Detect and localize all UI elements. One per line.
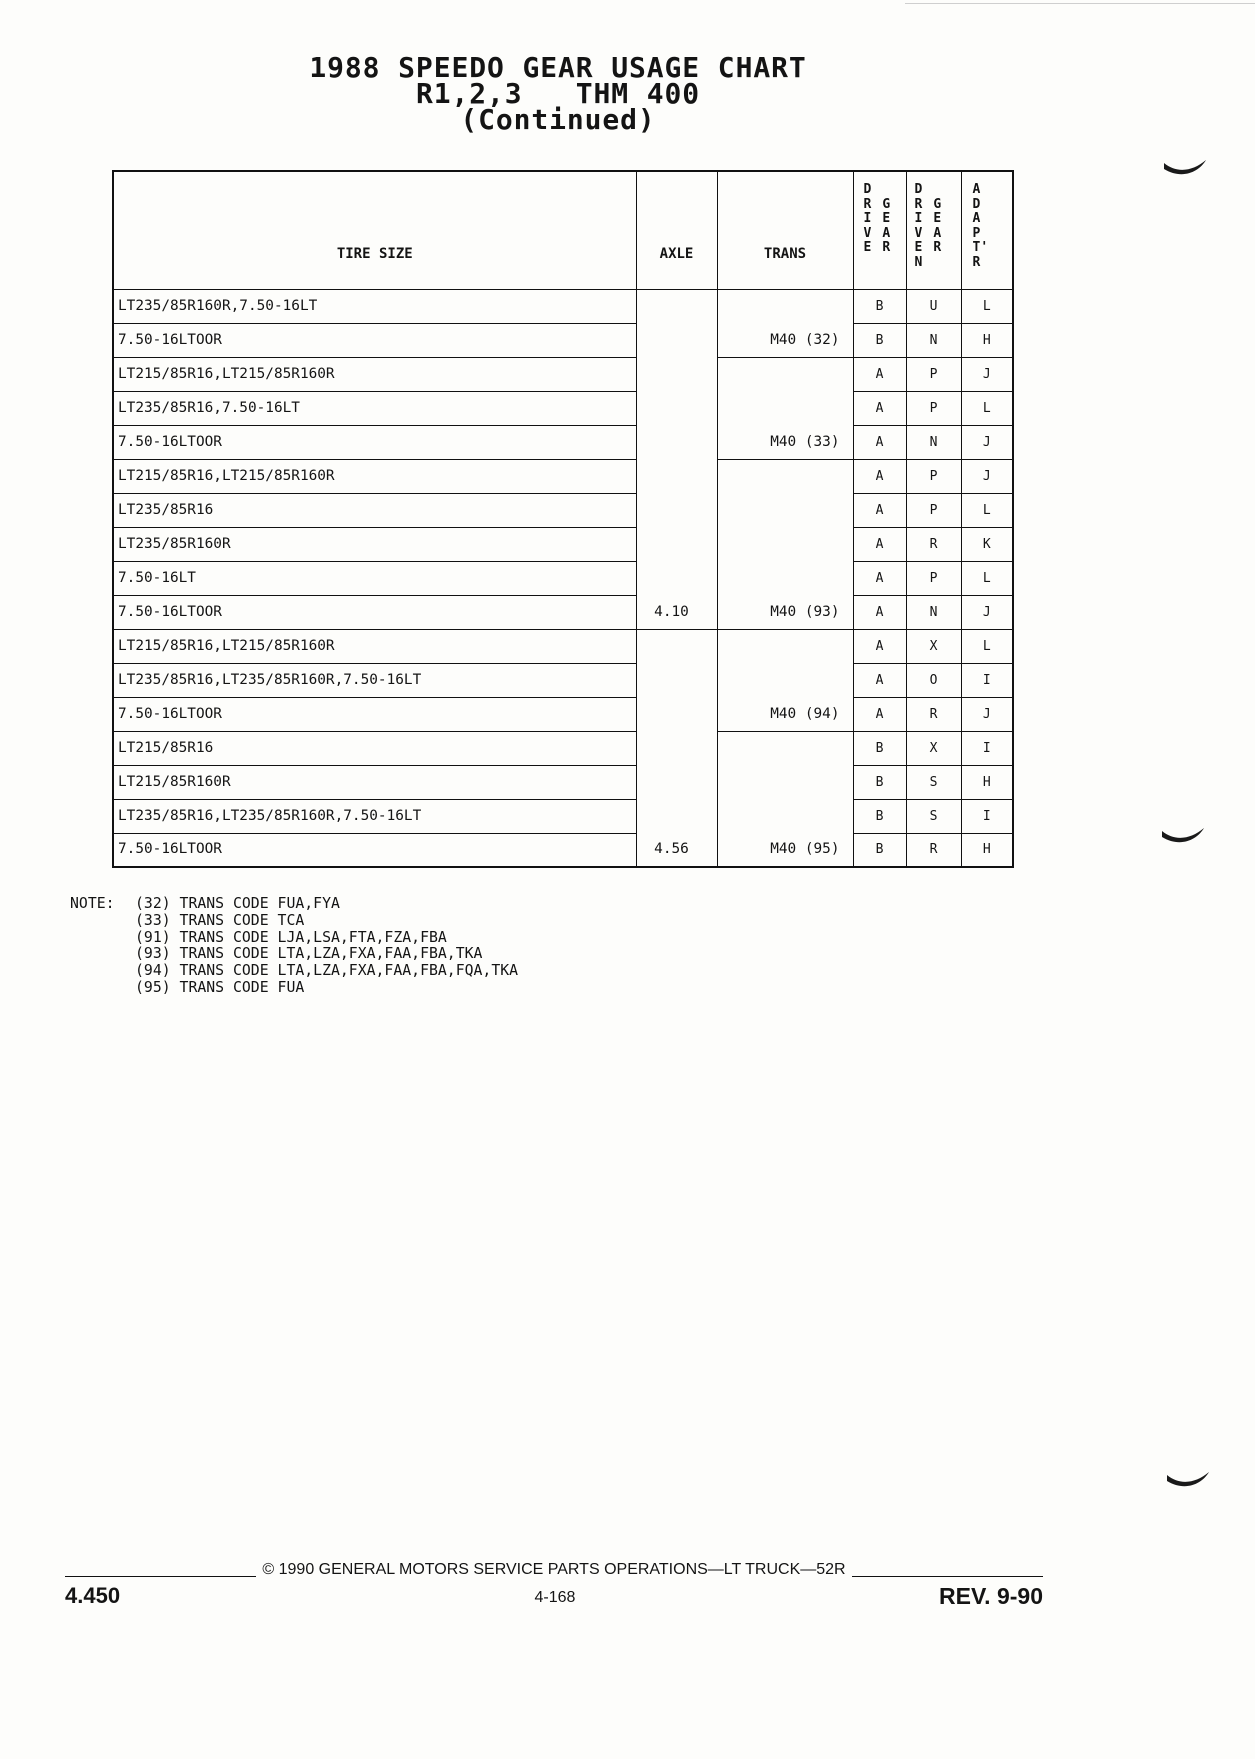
adapter-cell: I — [961, 731, 1013, 765]
table-row — [113, 629, 1013, 663]
speedo-gear-table — [112, 170, 1014, 868]
notes-label: NOTE: — [70, 895, 115, 912]
tire-size-cell: LT235/85R160R — [113, 527, 636, 561]
page-number: 4-168 — [534, 1589, 576, 1606]
adapter-cell: J — [961, 595, 1013, 629]
drive-gear-cell: A — [853, 391, 906, 425]
section-number: 4.450 — [65, 1583, 121, 1608]
driven-gear-cell: N — [906, 425, 961, 459]
axle-cell: 4.10 — [636, 289, 717, 629]
trans-cell: M40 (94) — [717, 629, 853, 731]
header-letter: D — [863, 182, 872, 197]
header-letter: T' — [972, 240, 989, 255]
axle-header: AXLE — [636, 171, 717, 289]
trans-cell: M40 (95) — [717, 731, 853, 867]
header-letter: E — [933, 211, 942, 226]
drive-gear-cell: A — [853, 663, 906, 697]
note-item: (33) TRANS CODE TCA — [135, 911, 305, 929]
tire-size-cell: LT215/85R16 — [113, 731, 636, 765]
header-letter: A — [972, 211, 981, 226]
table-row — [113, 833, 1013, 867]
driven-gear-header-word2 — [933, 198, 941, 271]
title-line-1: 1988 SPEEDO GEAR USAGE CHART — [309, 51, 807, 84]
note-item: (32) TRANS CODE FUA,FYA — [135, 895, 340, 912]
driven-gear-cell: R — [906, 697, 961, 731]
header-letter: E — [914, 240, 923, 255]
adapter-header — [961, 171, 1013, 289]
trans-cell: M40 (33) — [717, 357, 853, 459]
adapter-cell: H — [961, 833, 1013, 867]
driven-gear-cell: N — [906, 323, 961, 357]
note-item: (95) TRANS CODE FUA — [135, 978, 305, 996]
drive-gear-header-word1 — [864, 183, 872, 256]
tire-size-cell: LT215/85R16,LT215/85R160R — [113, 629, 636, 663]
adapter-cell: L — [961, 561, 1013, 595]
driven-gear-cell: U — [906, 289, 961, 323]
drive-gear-cell: A — [853, 595, 906, 629]
table-header-row — [113, 171, 1013, 289]
tire-size-cell: 7.50-16LTOOR — [113, 833, 636, 867]
adapter-cell: J — [961, 357, 1013, 391]
adapter-cell: K — [961, 527, 1013, 561]
drive-gear-cell: A — [853, 493, 906, 527]
drive-gear-cell: B — [853, 731, 906, 765]
header-letter: E — [882, 211, 891, 226]
binder-hole-mark-icon — [1165, 1470, 1211, 1492]
adapter-cell: J — [961, 697, 1013, 731]
adapter-cell: J — [961, 459, 1013, 493]
drive-gear-cell: A — [853, 459, 906, 493]
table-row — [113, 765, 1013, 799]
header-letter: A — [882, 225, 891, 241]
scan-edge-line — [905, 3, 1255, 4]
tire-size-header: TIRE SIZE — [113, 171, 636, 289]
footer-rule-right — [852, 1576, 1043, 1578]
adapter-cell: L — [961, 629, 1013, 663]
table-row — [113, 663, 1013, 697]
tire-size-cell: LT235/85R16,LT235/85R160R,7.50-16LT — [113, 799, 636, 833]
note-item: (94) TRANS CODE LTA,LZA,FXA,FAA,FBA,FQA,TKA — [135, 962, 519, 980]
header-letter: R — [972, 254, 981, 270]
tire-size-cell: LT215/85R16,LT215/85R160R — [113, 357, 636, 391]
drive-gear-cell: B — [853, 799, 906, 833]
driven-gear-cell: S — [906, 765, 961, 799]
table-row — [113, 561, 1013, 595]
header-letter: I — [914, 211, 923, 226]
drive-gear-header-word2 — [882, 198, 890, 256]
revision-label: REV. 9-90 — [939, 1583, 1043, 1609]
drive-gear-cell: A — [853, 629, 906, 663]
drive-gear-cell: A — [853, 697, 906, 731]
adapter-cell: H — [961, 765, 1013, 799]
driven-gear-cell: P — [906, 459, 961, 493]
table-row — [113, 289, 1013, 323]
header-letter: A — [933, 225, 942, 241]
driven-gear-cell: P — [906, 493, 961, 527]
drive-gear-cell: B — [853, 833, 906, 867]
note-item: (91) TRANS CODE LJA,LSA,FTA,FZA,FBA — [135, 928, 447, 946]
tire-size-cell: LT235/85R16,LT235/85R160R,7.50-16LT — [113, 663, 636, 697]
table-row — [113, 391, 1013, 425]
drive-gear-cell: B — [853, 289, 906, 323]
notes-list — [135, 896, 518, 997]
header-letter: R — [882, 240, 891, 255]
trans-cell: M40 (32) — [717, 289, 853, 357]
table-row — [113, 493, 1013, 527]
note-item: (93) TRANS CODE LTA,LZA,FXA,FAA,FBA,TKA — [135, 945, 483, 963]
header-letter: V — [863, 225, 872, 241]
trans-header: TRANS — [717, 171, 853, 289]
tire-size-cell: 7.50-16LTOOR — [113, 323, 636, 357]
adapter-cell: L — [961, 289, 1013, 323]
tire-size-cell: LT215/85R160R — [113, 765, 636, 799]
driven-gear-cell: R — [906, 833, 961, 867]
tire-size-cell: 7.50-16LT — [113, 561, 636, 595]
adapter-cell: I — [961, 799, 1013, 833]
table-row — [113, 459, 1013, 493]
drive-gear-header — [853, 171, 906, 289]
driven-gear-cell: P — [906, 391, 961, 425]
drive-gear-cell: A — [853, 357, 906, 391]
drive-gear-cell: A — [853, 561, 906, 595]
tire-size-cell: LT215/85R16,LT215/85R160R — [113, 459, 636, 493]
header-letter: G — [882, 196, 891, 212]
title-line-3: (Continued) — [460, 103, 656, 136]
driven-gear-cell: O — [906, 663, 961, 697]
header-letter: R — [863, 196, 872, 212]
adapter-header-word — [973, 183, 989, 270]
header-letter: R — [933, 240, 942, 255]
adapter-cell: I — [961, 663, 1013, 697]
table-row — [113, 527, 1013, 561]
table-row — [113, 323, 1013, 357]
tire-size-cell: LT235/85R16 — [113, 493, 636, 527]
drive-gear-cell: B — [853, 765, 906, 799]
driven-gear-cell: P — [906, 561, 961, 595]
chart-title — [258, 51, 858, 136]
table-row — [113, 799, 1013, 833]
table-row — [113, 697, 1013, 731]
driven-gear-cell: R — [906, 527, 961, 561]
binder-hole-mark-icon — [1160, 826, 1206, 848]
driven-gear-cell: X — [906, 629, 961, 663]
footer-copyright-row — [65, 1560, 1043, 1580]
table-row — [113, 595, 1013, 629]
title-line-2: R1,2,3 THM 400 — [415, 77, 701, 110]
driven-gear-cell: S — [906, 799, 961, 833]
driven-gear-cell: P — [906, 357, 961, 391]
header-letter: A — [972, 182, 981, 197]
header-letter: G — [933, 196, 942, 212]
header-letter: I — [863, 211, 872, 226]
driven-gear-cell: X — [906, 731, 961, 765]
trans-cell: M40 (93) — [717, 459, 853, 629]
driven-gear-header — [906, 171, 961, 289]
table-row — [113, 731, 1013, 765]
drive-gear-cell: B — [853, 323, 906, 357]
adapter-cell: L — [961, 493, 1013, 527]
header-letter: N — [914, 254, 923, 270]
header-letter: E — [863, 240, 872, 255]
header-letter: D — [914, 182, 923, 197]
header-letter: D — [972, 196, 981, 212]
copyright-text: © 1990 GENERAL MOTORS SERVICE PARTS OPERATIONS—LT TRUCK—52R — [262, 1561, 846, 1578]
adapter-cell: H — [961, 323, 1013, 357]
drive-gear-cell: A — [853, 425, 906, 459]
drive-gear-cell: A — [853, 527, 906, 561]
driven-gear-cell: N — [906, 595, 961, 629]
notes-block — [70, 896, 630, 1006]
tire-size-cell: 7.50-16LTOOR — [113, 425, 636, 459]
driven-gear-header-word1 — [915, 183, 923, 270]
table-row — [113, 357, 1013, 391]
tire-size-cell: LT235/85R160R,7.50-16LT — [113, 289, 636, 323]
footer-rule-left — [65, 1576, 256, 1578]
adapter-cell: L — [961, 391, 1013, 425]
header-letter: R — [914, 196, 923, 212]
header-letter: V — [914, 225, 923, 241]
header-letter: P — [972, 225, 981, 241]
binder-hole-mark-icon — [1162, 158, 1208, 180]
tire-size-cell: 7.50-16LTOOR — [113, 595, 636, 629]
tire-size-cell: 7.50-16LTOOR — [113, 697, 636, 731]
adapter-cell: J — [961, 425, 1013, 459]
axle-cell: 4.56 — [636, 629, 717, 867]
tire-size-cell: LT235/85R16,7.50-16LT — [113, 391, 636, 425]
table-row — [113, 425, 1013, 459]
